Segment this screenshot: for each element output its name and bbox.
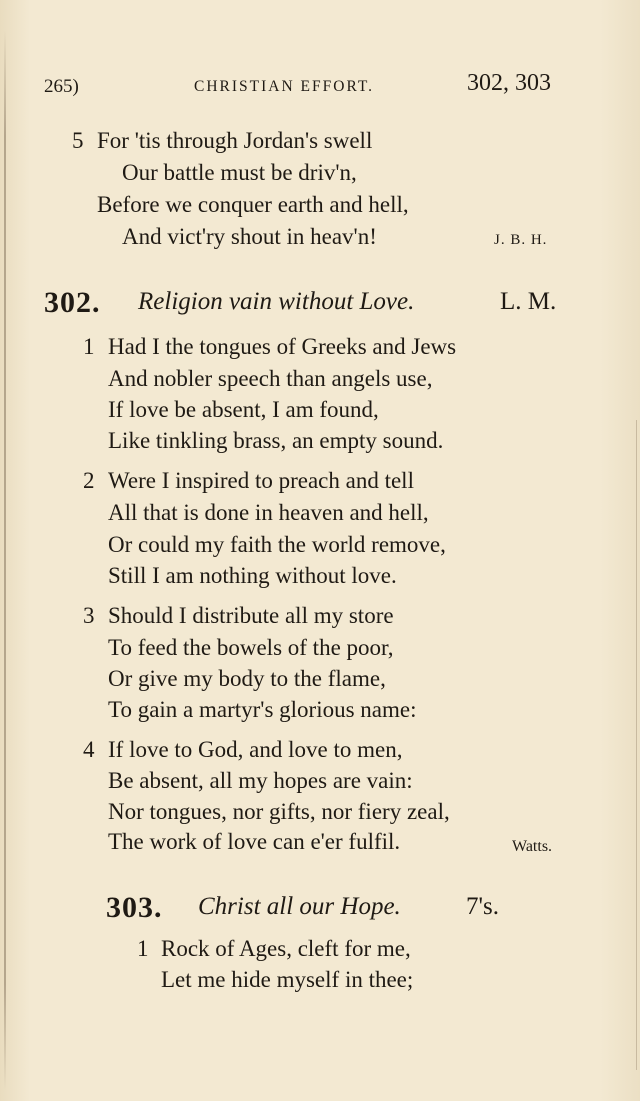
verse-line: All that is done in heaven and hell, [108,500,429,525]
verse-line: Like tinkling brass, an empty sound. [108,428,444,453]
running-header [0,66,640,106]
verse-line: Should I distribute all my store [108,603,394,628]
stanza-number: 5 [72,128,84,153]
hymn-meter: 7's. [466,893,499,920]
stanza-number: 1 [83,334,95,359]
verse-line: The work of love can e'er fulfil. [108,829,401,854]
verse-line: And nobler speech than angels use, [108,366,433,391]
verse-line: For 'tis through Jordan's swell [97,128,373,153]
verse-line: Had I the tongues of Greeks and Jews [108,334,457,359]
stanza-number: 1 [137,936,149,961]
verse-line: Nor tongues, nor gifts, nor fiery zeal, [108,799,450,824]
hymn-title: Christ all our Hope. [198,893,401,920]
verse-line: Let me hide myself in thee; [161,967,414,992]
verse-line: Before we conquer earth and hell, [97,192,409,217]
verse-line: Were I inspired to preach and tell [108,468,414,493]
verse-line: Or could my faith the world remove, [108,532,446,557]
verse-line: And vict'ry shout in heav'n! [122,224,377,249]
verse-line: Be absent, all my hopes are vain: [108,768,413,793]
stanza-number: 2 [83,468,95,493]
page-edge-shadow [4,30,6,1090]
hymn-range: 302, 303 [467,70,551,96]
hymn-meter: L. M. [500,288,557,315]
hymn-title: Religion vain without Love. [138,288,415,315]
verse-line: To gain a martyr's glorious name: [108,697,417,722]
page-number: 265) [44,76,79,97]
hymn-number: 303. [106,891,163,924]
section-title: CHRISTIAN EFFORT. [194,78,375,95]
stanza-number: 3 [83,603,95,628]
verse-line: Rock of Ages, cleft for me, [161,936,411,961]
stanza-number: 4 [83,737,95,762]
verse-line: To feed the bowels of the poor, [108,635,394,660]
verse-line: Or give my body to the flame, [108,666,386,691]
verse-line: If love be absent, I am found, [108,397,379,422]
author-attribution: J. B. H. [494,232,548,248]
verse-line: Still I am nothing without love. [108,563,397,588]
page-edge-line [636,420,637,1070]
verse-line: Our battle must be driv'n, [122,160,357,185]
hymn-number: 302. [44,286,101,319]
verse-line: If love to God, and love to men, [108,737,403,762]
author-attribution: Watts. [512,838,553,855]
